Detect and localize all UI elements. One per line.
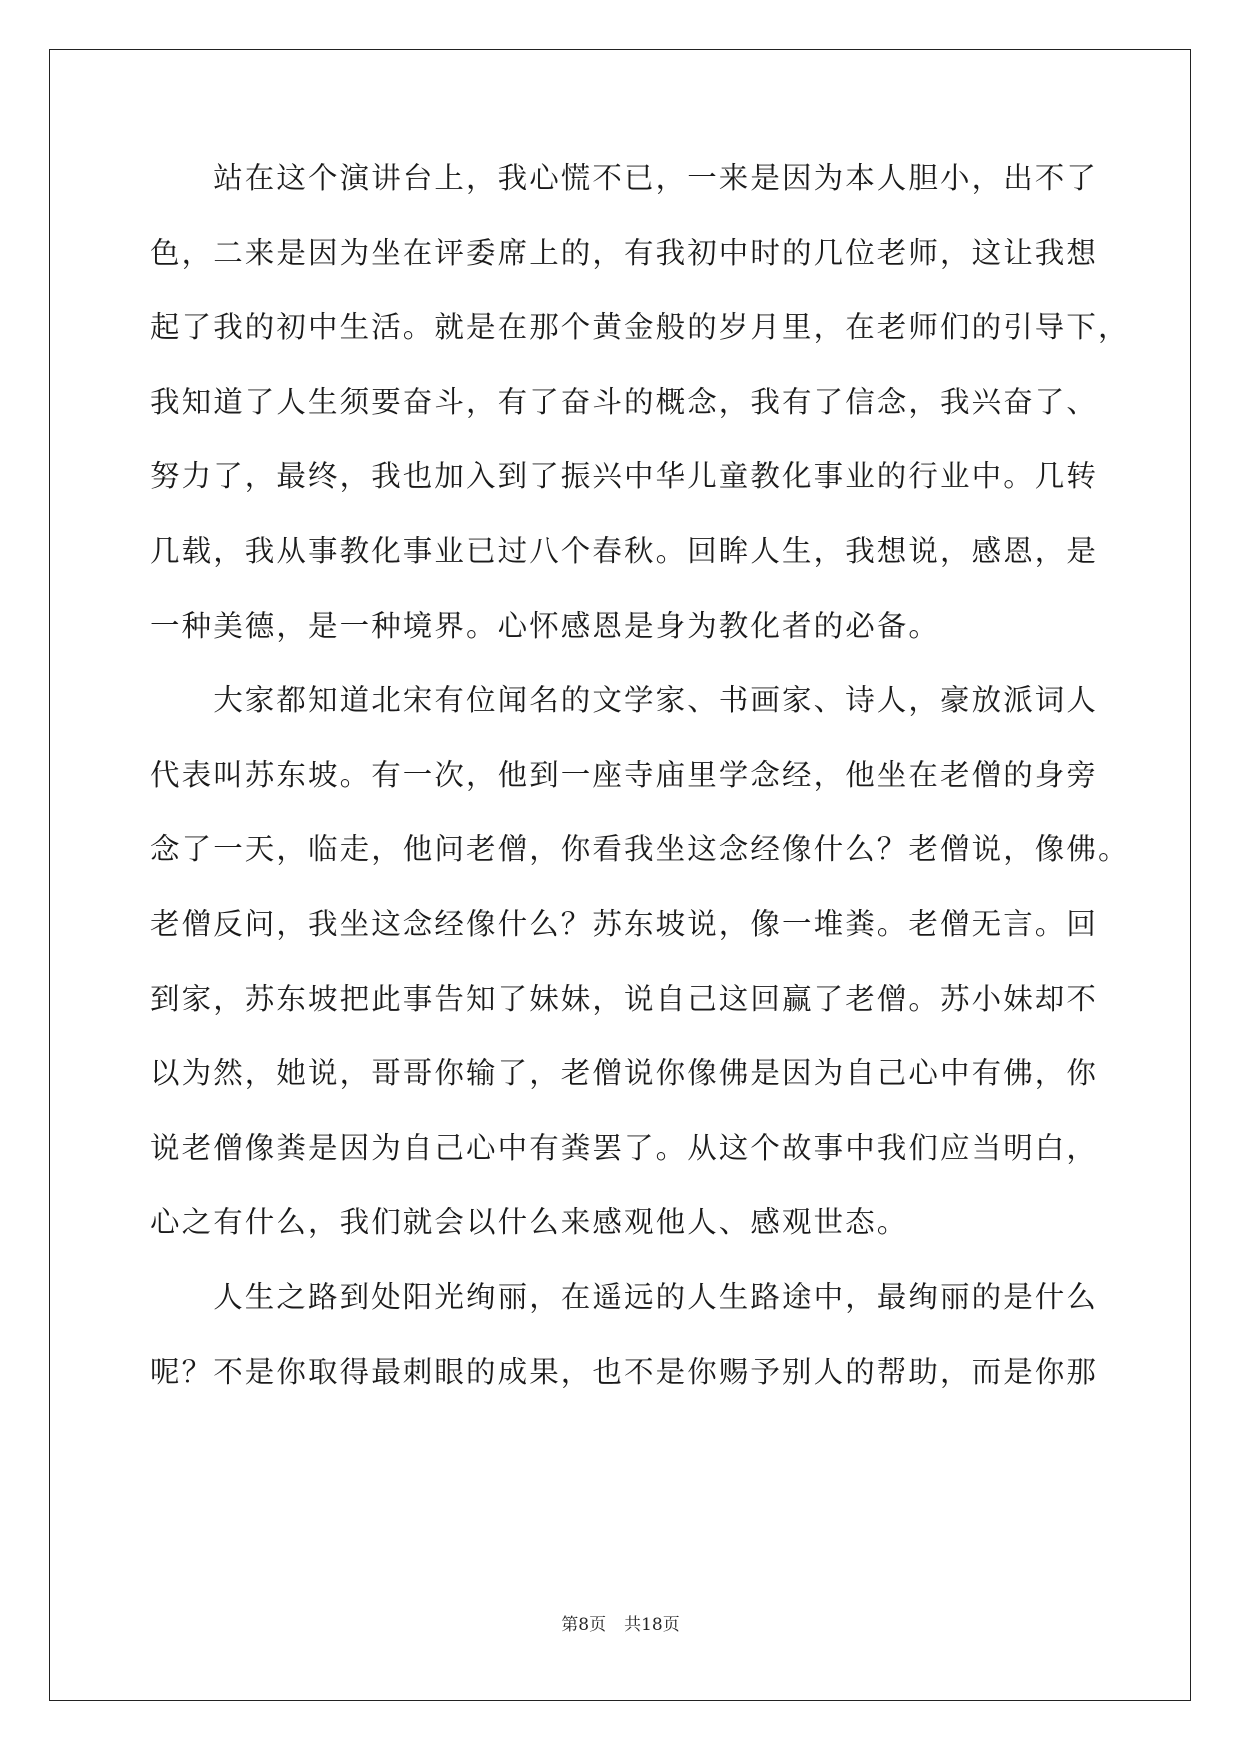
text-line: 我知道了人生须要奋斗，有了奋斗的概念，我有了信念，我兴奋了、 xyxy=(150,384,1099,419)
text-line: 以为然，她说，哥哥你输了，老僧说你像佛是因为自己心中有佛，你 xyxy=(150,1056,1099,1091)
text-line: 念了一天，临走，他问老僧，你看我坐这念经像什么？老僧说，像佛。 xyxy=(150,832,1130,867)
text-line: 一种美德，是一种境界。心怀感恩是身为教化者的必备。 xyxy=(150,608,941,643)
text-line: 人生之路到处阳光绚丽，在遥远的人生路途中，最绚丽的是什么 xyxy=(150,1279,1099,1314)
text-line: 努力了，最终，我也加入到了振兴中华儿童教化事业的行业中。几转 xyxy=(150,459,1099,494)
text-line: 几载，我从事教化事业已过八个春秋。回眸人生，我想说，感恩，是 xyxy=(150,533,1099,568)
text-line: 老僧反问，我坐这念经像什么？苏东坡说，像一堆粪。老僧无言。回 xyxy=(150,906,1099,941)
text-line: 代表叫苏东坡。有一次，他到一座寺庙里学念经，他坐在老僧的身旁 xyxy=(150,757,1099,792)
text-line: 说老僧像粪是因为自己心中有粪罢了。从这个故事中我们应当明白， xyxy=(150,1130,1099,1165)
text-line: 起了我的初中生活。就是在那个黄金般的岁月里，在老师们的引导下， xyxy=(150,310,1130,345)
text-line: 心之有什么，我们就会以什么来感观他人、感观世态。 xyxy=(150,1205,909,1240)
text-line: 色，二来是因为坐在评委席上的，有我初中时的几位老师，这让我想 xyxy=(150,235,1099,270)
page-footer xyxy=(0,1610,1241,1635)
text-line: 呢？不是你取得最刺眼的成果，也不是你赐予别人的帮助，而是你那 xyxy=(150,1354,1099,1389)
text-line: 站在这个演讲台上，我心慌不已，一来是因为本人胆小，出不了 xyxy=(150,161,1099,195)
text-line: 大家都知道北宋有位闻名的文学家、书画家、诗人，豪放派词人 xyxy=(150,683,1099,718)
document-body xyxy=(150,158,1130,1426)
page-number: 第8页 xyxy=(561,1615,607,1635)
text-line: 到家，苏东坡把此事告知了妹妹，说自己这回赢了老僧。苏小妹却不 xyxy=(150,981,1099,1016)
page-total: 共18页 xyxy=(624,1615,680,1635)
